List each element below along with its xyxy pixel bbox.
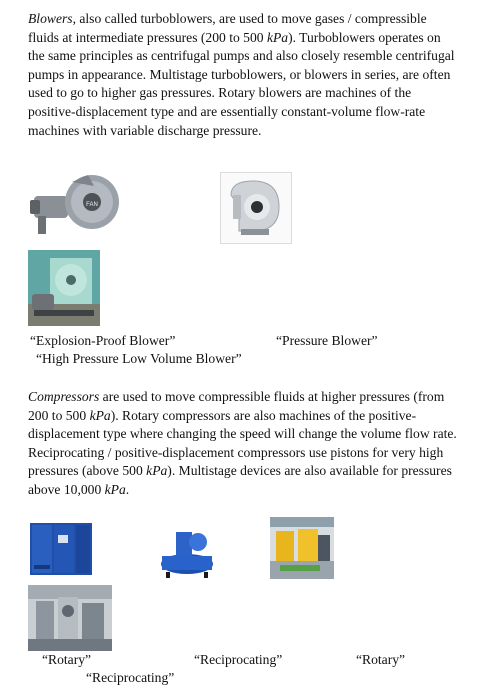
blowers-term: Blowers	[28, 11, 73, 26]
compressors-unit-3: kPa	[104, 481, 126, 497]
svg-text:FAN: FAN	[86, 202, 98, 208]
compressors-text-1: are used to move compressible fluids at higher pressures (from 200 to 500	[28, 389, 445, 423]
blowers-text-1: , also called turboblowers, are used to move gases / compressible fluids at intermediate pressures (200 to 500	[28, 11, 427, 45]
caption-reciprocating-bottom: “Reciprocating”	[86, 670, 175, 685]
reciprocating-compressor-image	[158, 524, 216, 580]
caption-rotary-right: “Rotary”	[356, 652, 406, 667]
caption-reciprocating-mid: “Reciprocating”	[194, 652, 283, 667]
compressors-text-3: ). Multistage devices are also available for pressures above 10,000	[28, 463, 452, 497]
blowers-paragraph	[28, 10, 458, 140]
caption-explosion-proof-blower: “Explosion-Proof Blower”	[30, 333, 176, 348]
blowers-unit: kPa	[266, 29, 289, 45]
compressors-text-4: .	[125, 481, 130, 497]
compressors-unit-2: kPa	[146, 463, 168, 479]
rotary-compressor-image	[28, 521, 94, 577]
pressure-blower-image	[220, 172, 292, 244]
compressors-paragraph	[28, 388, 458, 500]
reciprocating-industrial-compressor-image	[28, 585, 112, 651]
rotary-compressor-yellow-image	[270, 517, 334, 579]
high-pressure-blower-image	[28, 250, 100, 326]
compressors-text-2: ). Rotary compressors are also machines of the positive-displacement type where changing the speed will change the volume flow rate. Reciprocating / positive-displacement compressors use pistons for very high pressures (above 500	[28, 407, 457, 479]
caption-pressure-blower: “Pressure Blower”	[276, 333, 378, 348]
explosion-proof-blower-image	[28, 170, 122, 240]
blowers-text-2: ). Turboblowers operates on the same principles as centrifugal pumps and also closely resemble centrifugal pumps in appearance. Multistage turboblowers, or blowers in series, are often used to go to higher gas pressures. Rotary blowers are machines of the positive-displacement type and are essentially constant-volume flow-rate machines with variable discharge pressure.	[28, 29, 455, 138]
caption-high-pressure-blower: “High Pressure Low Volume Blower”	[36, 351, 242, 366]
compressors-unit-1: kPa	[89, 407, 111, 423]
compressors-term: Compressors	[28, 389, 100, 404]
caption-rotary-left: “Rotary”	[42, 652, 92, 667]
